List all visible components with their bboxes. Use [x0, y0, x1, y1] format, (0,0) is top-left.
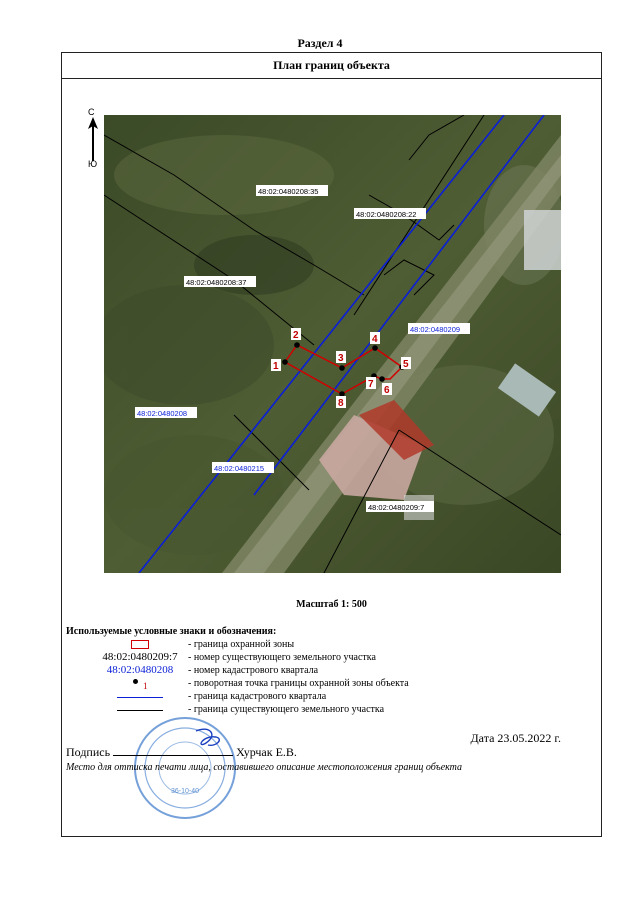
legend-row	[62, 638, 582, 652]
legend-row	[62, 664, 582, 678]
point-label-7: 7	[368, 379, 374, 390]
quarter-label: 48:02:0480215	[214, 464, 265, 473]
point-label-6: 6	[384, 385, 390, 396]
stamp-place-caption: Место для оттиска печати лица, составившего описание местоположения границ объекта	[66, 762, 463, 773]
compass-south: Ю	[88, 159, 98, 169]
signature-line	[66, 745, 586, 760]
legend-symbol-text: 48:02:0480209:7	[102, 651, 178, 663]
compass	[86, 107, 106, 177]
svg-text:36-10-40: 36-10-40	[170, 788, 200, 795]
signer-name: Хурчак Е.В.	[236, 745, 297, 759]
point-label-2: 2	[293, 330, 299, 341]
legend-title: Используемые условные знаки и обозначения:	[66, 626, 277, 637]
quarter-line-icon	[117, 697, 163, 698]
section-title: Раздел 4	[297, 36, 343, 50]
cadastral-map	[104, 115, 561, 573]
legend-row	[62, 677, 582, 691]
parcel-label: 48:02:0480208:35	[258, 187, 319, 196]
point-label-3: 3	[338, 353, 344, 364]
parcel-label: 48:02:0480209:7	[368, 503, 425, 512]
parcel-line-icon	[117, 710, 163, 711]
legend-symbol-text: 48:02:0480208	[106, 664, 174, 676]
plan-title: План границ объекта	[62, 53, 601, 79]
legend-desc: - номер кадастрового квартала	[188, 665, 319, 676]
legend-desc: - граница существующего земельного участка	[188, 704, 385, 715]
point-symbol-number: 1	[143, 681, 148, 691]
document-frame	[61, 52, 602, 837]
legend-row	[62, 651, 582, 665]
compass-north: С	[88, 107, 95, 117]
legend-desc: - поворотная точка границы охранной зоны объекта	[188, 678, 409, 689]
signature-label: Подпись	[66, 745, 111, 759]
legend-row	[62, 690, 582, 704]
parcel-label: 48:02:0480208:37	[186, 278, 247, 287]
quarter-label: 48:02:0480209	[410, 325, 461, 334]
document-date: Дата 23.05.2022 г.	[470, 731, 561, 745]
parcel-label: 48:02:0480208:22	[356, 210, 417, 219]
quarter-label: 48:02:0480208	[137, 409, 188, 418]
legend-desc: - граница кадастрового квартала	[188, 691, 327, 702]
legend-desc: - номер существующего земельного участка	[188, 652, 376, 663]
point-label-1: 1	[273, 361, 279, 372]
point-label-4: 4	[372, 334, 378, 345]
building	[524, 210, 561, 270]
zone-symbol-icon	[131, 640, 149, 649]
legend-desc: - граница охранной зоны	[188, 639, 295, 650]
point-symbol-icon	[133, 679, 138, 684]
point-label-5: 5	[403, 359, 409, 370]
point-label-8: 8	[338, 398, 344, 409]
signature-blank	[113, 745, 233, 756]
map-scale: Масштаб 1: 500	[296, 599, 367, 610]
